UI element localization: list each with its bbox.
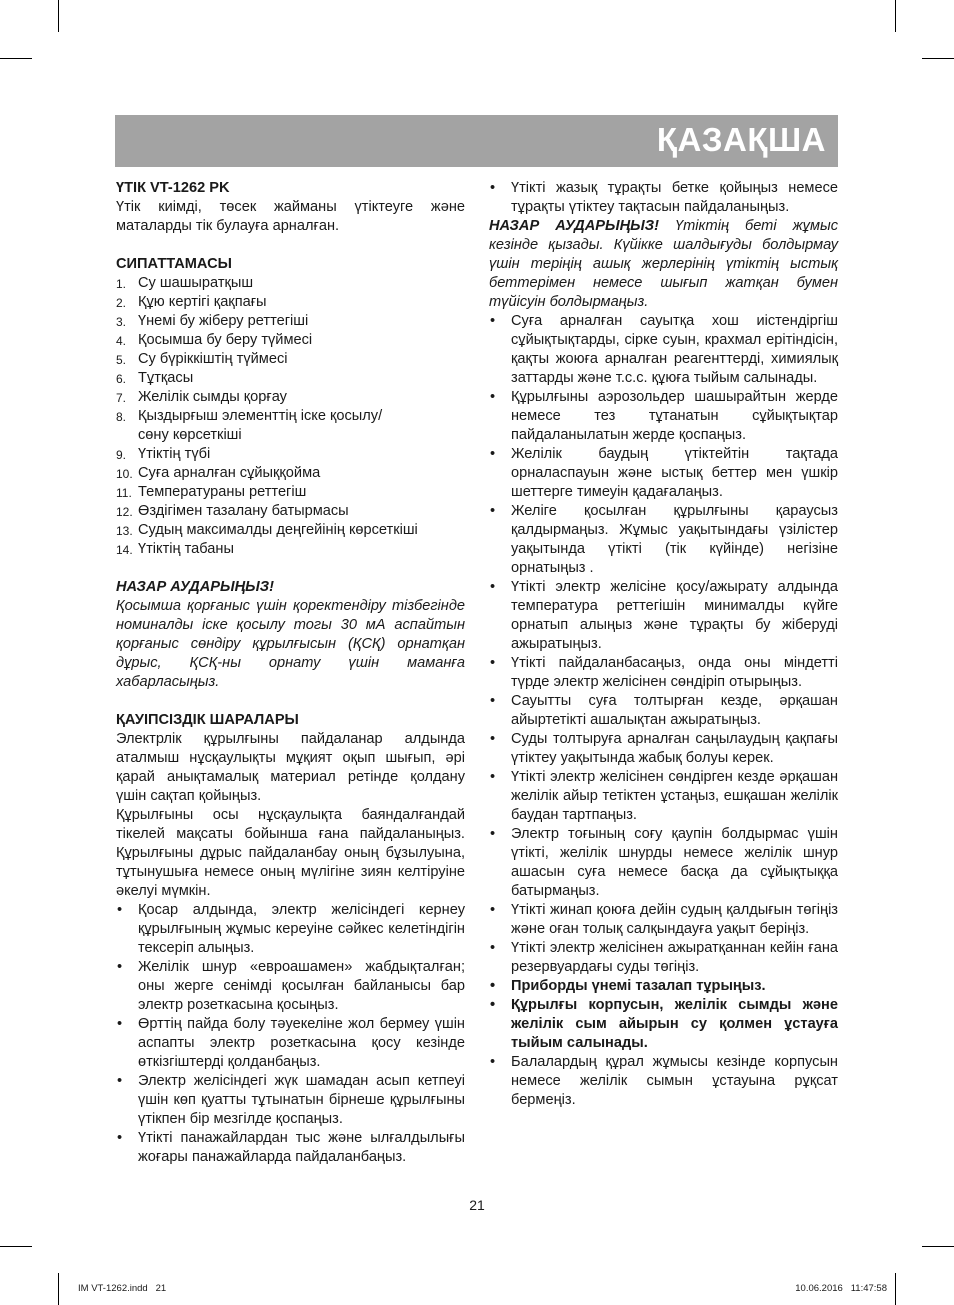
list-item: • Суға арналған сауытқа хош иістендіргіш сұйықтықтарды, сірке суын, крахмал ерітіндісін, қақты жоюға арналған реагенттерді, химиялық заттарды және т.с.с. құюға тыйым салынады. [490,313,838,386]
language-title: ҚАЗАҚША [656,121,826,158]
crop-mark [922,58,954,59]
crop-mark [0,58,32,59]
crop-mark [0,1246,32,1247]
safety-bullet-list [489,312,838,1110]
description-heading: СИПАТТАМАСЫ [116,256,232,272]
list-item: • Құрылғыны аэрозольдер шашырайтын жерде немесе тез тұтанатын сұйықтықтар пайдаланылатын жерде қоспаңыз. [490,389,838,443]
warning-text: Үтіктің беті жұмыс кезінде қызады. Күйікке шалдығуды болдырмау үшін теріңің ашық жерлерінің үтіктің ыстық беттерімен немесе шығып жатқан бумен түйісуін болдырмаңыз. [489,218,838,310]
list-item: 5. Су бүріккіштің түймесі [116,351,288,367]
list-item: 2. Құю кертігі қақпағы [116,294,267,310]
list-item: 8. Қыздырғыш элементтің іске қосылу/сөну көрсеткіші [116,408,383,443]
list-item: • Балалардың құрал жұмысы кезінде корпусын немесе желілік сымын ұстауына рұқсат бермеңіз. [490,1054,838,1108]
list-item: 12. Өздігімен тазалану батырмасы [116,503,349,519]
list-item: • Үтікті пайдаланбасаңыз, онда оны міндетті түрде электр желісінен сөндіріп отырыңыз. [490,655,838,690]
crop-mark [895,0,896,32]
footer-file: IM VT-1262.indd 21 [78,1283,167,1294]
safety-bullet-list [116,901,465,1167]
safety-bullet-list [489,179,838,217]
list-item: 4. Қосымша бу беру түймесі [116,332,313,348]
list-item: • Үтікті электр желісінен сөндірген кезде әрқашан желілік айыр тетіктен ұстаңыз, ешқашан желілік баудан тартпаңыз. [490,769,838,823]
language-banner [115,115,838,167]
safety-paragraph: Электрлік құрылғыны пайдаланар алдында аталмыш нұсқаулықты мұқият оқып шығып, әрі қарай анықтамалық материал ретінде қолдану үшін сақтап қойыңыз. [116,731,465,804]
list-item: • Желілік шнур «евроашамен» жабдықталған; оны жерге сенімді қосылған байланысы бар электр розеткасына қосыңыз. [117,959,465,1013]
crop-mark [922,1246,954,1247]
crop-mark [58,1273,59,1305]
intro-text: Үтік киімді, төсек жайманы үтіктеуге және маталарды тік булауға арналған. [116,199,465,234]
list-item: • Желілік баудың үтіктейтін тақтада орналаспауын және ыстық беттер мен үшкір шеттерге тимеуін қадағалаңыз. [490,446,838,500]
list-item: 10. Суға арналған сұйыққойма [116,465,321,481]
attention-text: Қосымша қорғаныс үшін қоректендіру тізбегінде номиналды іске қосылу тогы 30 мА аспайтын қорғаныс сөндіру құрылғысын (ҚСҚ) орнатқан дұрыс, ҚСҚ-ны орнату үшін маманға хабарласыңыз. [116,598,465,690]
list-item: 14. Үтіктің табаны [116,541,234,557]
right-column [489,179,838,1110]
list-item: • Үтікті электр желісінен ажыратқаннан кейін ғана резервуардағы суды төгіңіз. [490,940,838,975]
list-item: 1. Су шашыратқыш [116,275,254,291]
list-item: 7. Желілік сымды қорғау [116,389,287,405]
list-item: 13. Судың максималды деңгейінің көрсеткіші [116,522,418,538]
list-item: • Приборды үнемі тазалап тұрыңыз. [490,978,766,994]
page-number: 21 [469,1197,485,1213]
left-column [116,179,465,1167]
safety-paragraph: Құрылғыны осы нұсқаулықта баяндалғандай тікелей мақсаты бойынша ғана пайдаланыңыз. Құрылғыны дұрыс пайдаланбау оның бұзылуына, тұтынушыға немесе оның мүлігіне зиян келтіруіне әкелуі мүмкін. [116,807,465,899]
list-item: 11. Температураны реттегіш [116,484,307,500]
list-item: • Электр тоғының соғу қаупін болдырмас үшін үтікті, желілік шнурды немесе желілік шнур ашасын суға немесе басқа да сұйықтыққа батырмаңыз. [490,826,838,899]
list-item: • Суды толтыруға арналған саңылаудың қақпағы үтіктеу уақытында жабық болуы керек. [490,731,838,766]
list-item: • Үтікті электр желісіне қосу/ажырату алдында температура реттегішін минималды күйге орнатып алыңыз және тұрақты бу жіберуді ажыратыңыз. [490,579,838,652]
footer-datetime: 10.06.2016 11:47:58 [795,1283,887,1294]
list-item: • Сауытты суға толтырған кезде, әрқашан айыртетікті ашалықтан ажыратыңыз. [490,693,838,728]
list-item: • Электр желісіндегі жүк шамадан асып кетпеуі үшін көп қуатты тұтынатын бірнеше құрылғыны үтікпен бір мезгілде қоспаңыз. [117,1073,465,1127]
list-item: • Үтікті жазық тұрақты бетке қойыңыз немесе тұрақты үтіктеу тақтасын пайдаланыңыз. [490,180,838,215]
list-item: • Үтікті жинап қоюға дейін судың қалдығын төгіңіз және оған толық салқындауға уақыт беріңіз. [490,902,838,937]
list-item: 9. Үтіктің түбі [116,446,211,462]
warning-block [489,217,838,312]
crop-mark [58,0,59,32]
list-item: • Үтікті панажайлардан тыс және ылғалдылығы жоғары панажайларда пайдаланбаңыз. [117,1130,465,1165]
crop-mark [895,1273,896,1305]
warning-heading: НАЗАР АУДАРЫҢЫЗ! [489,218,659,234]
list-item: 6. Тұтқасы [116,370,194,386]
list-item: 3. Үнемі бу жіберу реттегіші [116,313,309,329]
attention-heading: НАЗАР АУДАРЫҢЫЗ! [116,579,274,595]
description-list [116,274,465,559]
list-item: • Желіге қосылған құрылғыны қараусыз қалдырмаңыз. Жұмыс уақытындағы үзілістер уақытында үтікті (тік күйінде) негізіне орнатыңыз . [490,503,838,576]
list-item: • Өрттің пайда болу тәуекеліне жол бермеу үшін аспапты электр розеткасына қосу кезінде өткізгіштерді қолданбаңыз. [117,1016,465,1070]
list-item: • Қосар алдында, электр желісіндегі кернеу құрылғының жұмыс кереуіне сәйкес келетіндігін тексеріп алыңыз. [117,902,465,956]
list-item: • Құрылғы корпусын, желілік сымды және желілік сым айырын су қолмен ұстауға тыйым салынады. [490,997,838,1051]
product-title: ҮТІК VT-1262 PK [116,180,230,196]
safety-heading: ҚАУІПСІЗДІК ШАРАЛАРЫ [116,712,299,728]
